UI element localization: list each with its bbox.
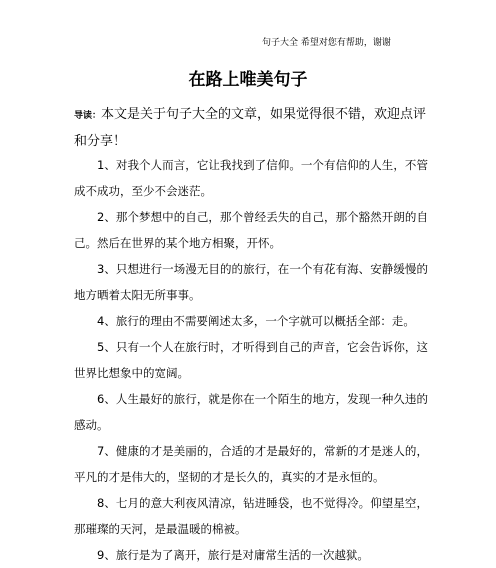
paragraph-1: 1、对我个人而言，它让我找到了信仰。一个有信仰的人生，不管成不成功，至少不会迷茫。	[74, 158, 428, 198]
header-note: 句子大全 希望对您有帮助，谢谢	[262, 38, 391, 48]
paragraph-7: 7、健康的才是美丽的，合适的才是最好的，常新的才是迷人的，平凡的才是伟大的，坚韧的才是长久的，真实的才是永恒的。	[74, 444, 428, 484]
intro-text: 本文是关于句子大全的文章，如果觉得很不错，欢迎点评和分享！	[74, 107, 427, 149]
article-body	[74, 152, 428, 568]
paragraph-9: 9、旅行是为了离开，旅行是对庸常生活的一次越狱。	[97, 548, 369, 562]
paragraph-4: 4、旅行的理由不需要阐述太多，一个字就可以概括全部：走。	[97, 314, 415, 328]
intro-label: 导读：	[74, 111, 102, 121]
page-title: 在路上唯美句子	[188, 70, 308, 90]
paragraph-5: 5、只有一个人在旅行时，才听得到自己的声音，它会告诉你，这世界比想象中的宽阔。	[74, 340, 428, 380]
paragraph-8: 8、七月的意大利夜风清凉，钻进睡袋，也不觉得冷。仰望星空，那璀璨的天河，是最温暖的棉被。	[74, 496, 428, 536]
paragraph-6: 6、人生最好的旅行，就是你在一个陌生的地方，发现一种久违的感动。	[74, 392, 428, 432]
intro-paragraph	[74, 102, 428, 155]
paragraph-3: 3、只想进行一场漫无目的的旅行，在一个有花有海、安静缓慢的地方晒着太阳无所事事。	[74, 262, 428, 302]
paragraph-2: 2、那个梦想中的自己，那个曾经丢失的自己，那个豁然开朗的自己。然后在世界的某个地方相聚，开怀。	[74, 210, 428, 250]
